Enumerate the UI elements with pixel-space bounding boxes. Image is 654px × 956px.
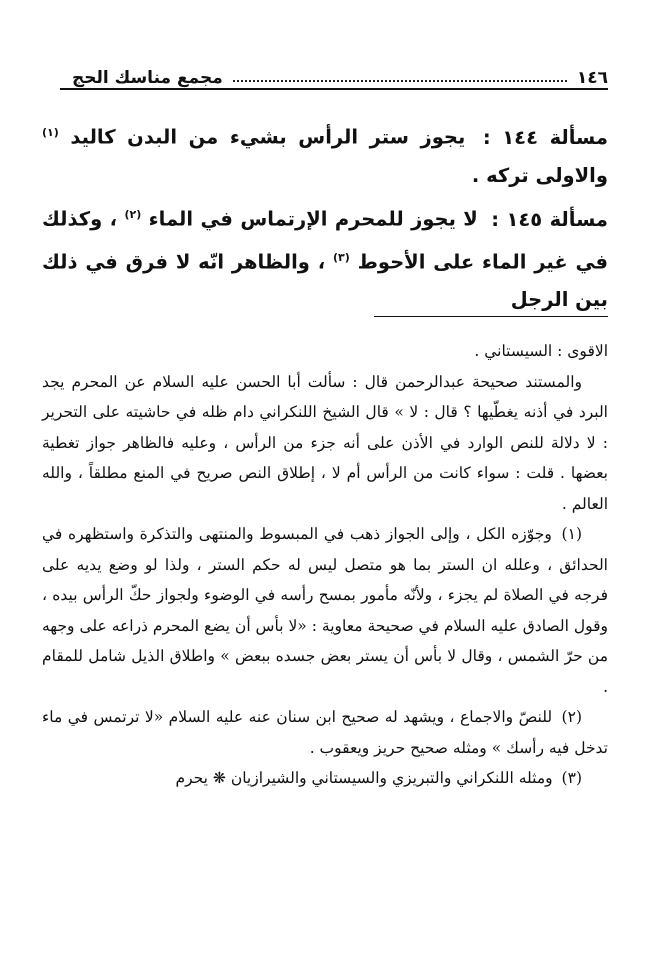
issue-label: مسألة ١٤٤ : — [482, 125, 608, 149]
page-number: ١٤٦ — [576, 68, 608, 88]
footnote-number: (٢) — [561, 708, 582, 726]
footnote-ref: (٣) — [333, 250, 350, 264]
book-title: مجمع مناسك الحج — [72, 68, 223, 88]
issue-text: ، والظاهر انّه لا فرق في ذلك بين الرجل — [42, 250, 608, 311]
running-header — [72, 52, 608, 88]
footnote-separator — [374, 316, 608, 317]
footnote-text: ومثله اللنكراني والتبريزي والسيستاني والشيرازيان ❋ يحرم — [175, 769, 553, 787]
footnote-text: للنصّ والاجماع ، ويشهد له صحيح ابن سنان عنه عليه السلام «لا ترتمس في ماء تدخل فيه رأسك » ومثله صحيح حريز ويعقوب . — [42, 708, 608, 757]
issue-label: مسألة ١٤٥ : — [491, 207, 608, 231]
footnote-3 — [42, 763, 608, 794]
footnote-2 — [42, 702, 608, 763]
issue-text: ، وكذلك في غير الماء على الأحوط — [42, 207, 608, 273]
issue-144 — [42, 114, 608, 195]
issue-text: يجوز ستر الرأس بشيء من البدن كاليد — [70, 125, 466, 149]
footnote-continuation: الاقوى : السيستاني . — [474, 342, 608, 360]
header-dotted-leader — [233, 80, 567, 82]
issue-text: لا يجوز للمحرم الإرتماس في الماء — [148, 207, 478, 231]
footnotes — [42, 336, 608, 794]
footnote-continuation: والمستند صحيحة عبدالرحمن قال : سألت أبا الحسن عليه السلام عن المحرم يجد البرد في أذنه يغطّيها ؟ قال : لا » قال الشيخ اللنكراني دام ظله في حاشيته على التحرير : لا دلالة للنص الوارد في الأذن على أنه جزء من الرأس ، وعليه فالظاهر جواز تغطية بعضها . قلت : سواء كانت من الرأس أم لا ، إطلاق النص صريح في المنع مطلقاً ، والله العالم . — [42, 372, 608, 513]
issue-145 — [42, 196, 608, 319]
footnote-ref: (١) — [42, 126, 59, 139]
footnote-number: (٣) — [561, 769, 582, 787]
footnote-1 — [42, 519, 608, 702]
issue-text: والاولى تركه . — [471, 163, 608, 187]
header-rule — [60, 88, 608, 90]
footnote-text: وجوّزه الكل ، وإلى الجواز ذهب في المبسوط والمنتهى والتذكرة واستظهره في الحدائق ، وعلله ان الستر بما هو متصل ليس له حكم الستر ، ولذا لو وضع يديه على فرجه في الصلاة لم يجزء ، ولأنّه مأمور بمسح رأسه في الوضوء ولجواز حكّ الرأس بيده ، وقول الصادق عليه السلام في صحيحة معاوية : «لا بأس أن يضع المحرم ذراعه على وجهه من حرّ الشمس ، وقال لا بأس أن يستر بعض جسده ببعض » واطلاق الذيل شامل للمقام . — [42, 525, 608, 696]
footnote-ref: (٢) — [124, 208, 142, 221]
footnote-number: (١) — [561, 525, 582, 543]
